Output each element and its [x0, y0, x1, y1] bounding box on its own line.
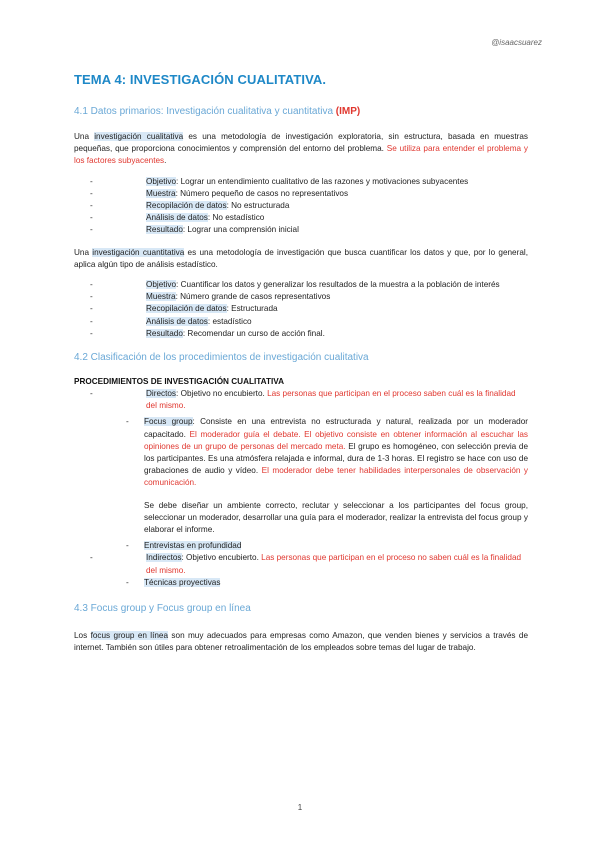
list-item-entrevistas: - Entrevistas en profundidad: [126, 541, 242, 551]
list-item: - Resultado: Lograr una comprensión inicial: [74, 224, 528, 236]
list-item-indirectos: - Indirectos: Objetivo encubierto. Las personas que participan en el proceso no saben cuál es la finalidad del mismo.: [90, 553, 522, 575]
list-item: - Objetivo: Cuantificar los datos y generalizar los resultados de la muestra a la población de interés: [74, 279, 528, 291]
list-item-directos: - Directos: Objetivo no encubierto. Las personas que participan en el proceso saben cuál es la finalidad del mismo.: [90, 389, 516, 411]
quantitative-definition: Una investigación cuantitativa es una metodología de investigación que busca cuantificar los datos y que, por lo general, aplica algún tipo de análisis estadístico.: [74, 247, 528, 269]
list-item-focus-group: - Focus group: Consiste en una entrevista no estructurada y natural, realizada por un moderador capacitado. El moderador guía el debate. El objetivo consiste en obtener información al escuchar las opiniones de un grupo de personas del mercado meta. El grupo es homogéneo, con selección previa de los participantes. Es una atmósfera relajada e informal, dura de 1-3 horas. El registro se hace con uso de grabaciones de audio y vídeo. El moderador debe tener habilidades interpersonales de observación y comunicación.: [126, 417, 529, 488]
focus-group-paragraph: Se debe diseñar un ambiente correcto, reclutar y seleccionar a los participantes del focus group, seleccionar un moderador, desarrollar una guía para el moderador, realizar la entrevista del focus group y elaborar el informe.: [144, 500, 528, 535]
list-item: - Muestra: Número pequeño de casos no representativos: [74, 188, 528, 200]
online-focus-paragraph: Los focus group en línea son muy adecuados para empresas como Amazon, que venden bienes y servicios a través de internet. También son útiles para obtener retroalimentación de los empleados sobre temas del lugar de trabajo.: [74, 631, 529, 653]
list-item: - Análisis de datos: No estadístico: [74, 212, 528, 224]
procedures-subtitle: PROCEDIMIENTOS DE INVESTIGACIÓN CUALITATIVA: [74, 377, 285, 387]
list-item: - Recopilación de datos: No estructurada: [74, 200, 528, 212]
document-body: [74, 72, 528, 663]
page-number: 1: [297, 803, 303, 812]
qualitative-definition: Una investigación cualitativa es una metodología de investigación exploratoria, sin estructura, basada en muestras pequeñas, que proporciona conocimientos y comprensión del entorno del problema. Se utiliza para entender el problema y los factores subyacentes.: [74, 132, 529, 166]
list-item-tecnicas: - Técnicas proyectivas: [126, 577, 221, 587]
term-highlight: investigación cuantitativa: [92, 247, 185, 257]
imp-badge: (IMP): [335, 106, 361, 117]
list-item: - Análisis de datos: estadístico: [74, 316, 528, 328]
list-item: - Muestra: Número grande de casos representativos: [74, 291, 528, 303]
list-item: - Recopilación de datos: Estructurada: [74, 303, 528, 315]
page-title: TEMA 4: INVESTIGACIÓN CUALITATIVA.: [74, 72, 327, 87]
list-item: - Resultado: Recomendar un curso de acción final.: [74, 328, 528, 340]
list-item: - Objetivo: Lograr un entendimiento cualitativo de las razones y motivaciones subyacentes: [74, 176, 528, 188]
section-4-3-heading: 4.3 Focus group y Focus group en línea: [74, 603, 251, 615]
section-4-2-heading: 4.2 Clasificación de los procedimientos de investigación cualitativa: [74, 352, 369, 364]
author-handle: @isaacsuarez: [491, 38, 542, 47]
qualitative-list: [74, 176, 528, 237]
term-highlight: investigación cualitativa: [94, 132, 184, 141]
red-note: Se utiliza para entender el problema y los factores subyacentes: [74, 144, 529, 166]
section-4-1-heading: 4.1 Datos primarios: Investigación cualitativa y cuantitativa (IMP): [74, 106, 361, 117]
term-highlight: focus group en línea: [90, 631, 169, 641]
quantitative-list: [74, 279, 528, 340]
